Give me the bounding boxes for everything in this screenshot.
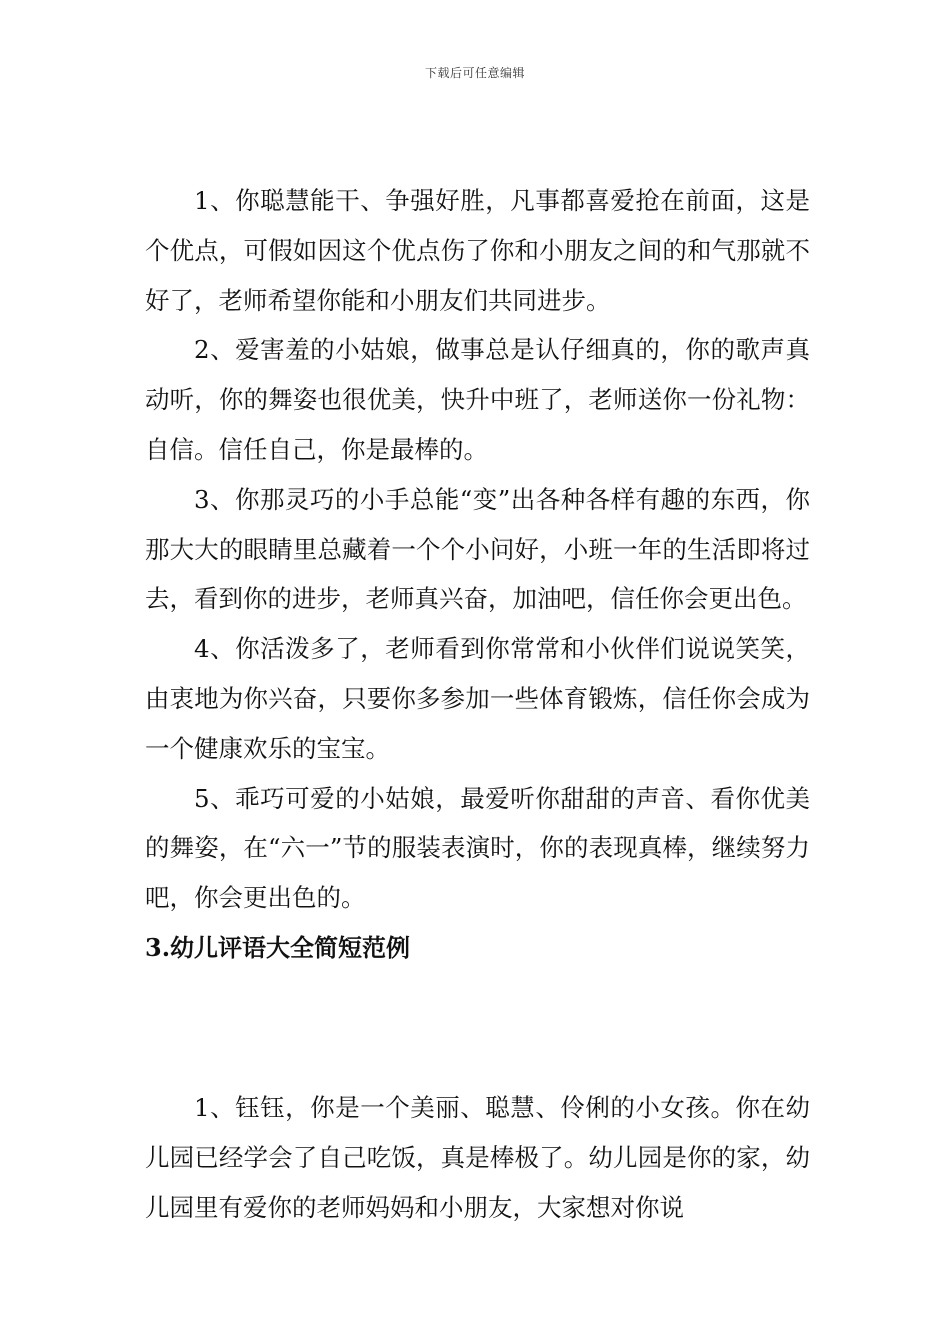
section-spacer — [145, 973, 810, 1083]
paragraph-3: 3、你那灵巧的小手总能“变”出各种各样有趣的东西，你那大大的眼睛里总藏着一个个小问好，小班一年的生活即将过去，看到你的进步，老师真兴奋，加油吧，信任你会更出色。 — [145, 484, 810, 614]
paragraph-5: 5、乖巧可爱的小姑娘，最爱听你甜甜的声音、看你优美的舞姿，在“六一”节的服装表演时，你的表现真棒，继续努力吧，你会更出色的。 — [145, 783, 810, 913]
page-header: 下载后可任意编辑 — [424, 66, 525, 80]
section-title: 3.幼儿评语大全简短范例 — [145, 932, 411, 962]
paragraph-2: 2、爱害羞的小姑娘，做事总是认仔细真的，你的歌声真动听，你的舞姿也很优美，快升中班了，老师送你一份礼物：自信。信任自己，你是最棒的。 — [145, 335, 810, 464]
document-body — [145, 176, 810, 1232]
section2-paragraph-1: 1、钰钰，你是一个美丽、聪慧、伶俐的小女孩。你在幼儿园已经学会了自己吃饭，真是棒极了。幼儿园是你的家，幼儿园里有爱你的老师妈妈和小朋友，大家想对你说 — [145, 1092, 810, 1222]
paragraph-1: 1、你聪慧能干、争强好胜，凡事都喜爱抢在前面，这是个优点，可假如因这个优点伤了你和小朋友之间的和气那就不好了，老师希望你能和小朋友们共同进步。 — [145, 186, 810, 315]
paragraph-4: 4、你活泼多了，老师看到你常常和小伙伴们说说笑笑，由衷地为你兴奋，只要你多参加一些体育锻炼，信任你会成为一个健康欢乐的宝宝。 — [145, 634, 810, 763]
